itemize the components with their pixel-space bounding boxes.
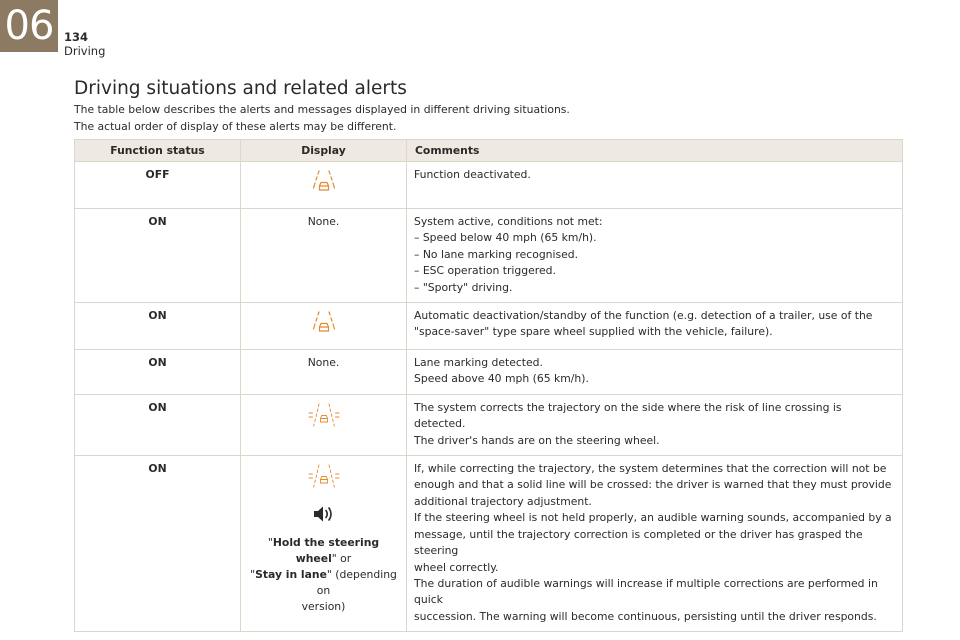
row-status: ON xyxy=(75,456,241,632)
page-number: 134 xyxy=(64,30,89,44)
row-display xyxy=(241,162,407,209)
lane-keeping-active-icon xyxy=(308,463,340,489)
chapter-tab: 06 xyxy=(0,0,58,52)
table-row xyxy=(75,350,903,395)
lane-keeping-active-icon xyxy=(308,402,340,428)
table-row xyxy=(75,394,903,455)
row-status: ON xyxy=(75,303,241,350)
audible-warning-icon xyxy=(311,503,337,525)
row-display xyxy=(241,303,407,350)
lane-keeping-off-icon xyxy=(309,169,339,193)
section-name: Driving xyxy=(64,44,106,58)
table-header-row xyxy=(75,140,903,162)
row-comments: System active, conditions not met: – Speed below 40 mph (65 km/h). – No lane marking recognised. – ESC operation triggered. – "Sporty" driving. xyxy=(407,209,903,303)
row-comments: Automatic deactivation/standby of the function (e.g. detection of a trailer, use of the "space-saver" type spare wheel supplied with the vehicle, failure). xyxy=(407,303,903,350)
row-display: None. xyxy=(241,350,407,395)
table-row xyxy=(75,456,903,632)
row-status: OFF xyxy=(75,162,241,209)
alerts-table xyxy=(74,139,903,632)
header-function-status: Function status xyxy=(75,140,241,162)
table-row xyxy=(75,209,903,303)
row-status: ON xyxy=(75,209,241,303)
table-row xyxy=(75,303,903,350)
intro-line-2: The actual order of display of these alerts may be different. xyxy=(74,120,397,133)
row-display: None. xyxy=(241,209,407,303)
row-status: ON xyxy=(75,394,241,455)
row-display xyxy=(241,394,407,455)
row-comments: If, while correcting the trajectory, the system determines that the correction will not be enough and that a solid line will be crossed: the driver is warned that they must provide additional trajectory adjustment. If the steering wheel is not held properly, an audible warning sounds, accompanied by a message, until the trajectory correction is completed or the driver has grasped the steering wheel correctly. The duration of audible warnings will increase if multiple corrections are performed in quick succession. The warning will become continuous, persisting until the driver responds. xyxy=(407,456,903,632)
row-display xyxy=(241,456,407,632)
row-status: ON xyxy=(75,350,241,395)
lane-keeping-standby-icon xyxy=(309,310,339,334)
header-comments: Comments xyxy=(407,140,903,162)
table-row xyxy=(75,162,903,209)
header-display: Display xyxy=(241,140,407,162)
row-comments: Lane marking detected. Speed above 40 mph (65 km/h). xyxy=(407,350,903,395)
row-comments: The system corrects the trajectory on the side where the risk of line crossing is detected. The driver's hands are on the steering wheel. xyxy=(407,394,903,455)
row-comments: Function deactivated. xyxy=(407,162,903,209)
display-warning-message: "Hold the steering wheel" or "Stay in lane" (depending on version) xyxy=(250,536,397,614)
page-title: Driving situations and related alerts xyxy=(74,78,407,99)
intro-line-1: The table below describes the alerts and messages displayed in different driving situations. xyxy=(74,103,570,116)
